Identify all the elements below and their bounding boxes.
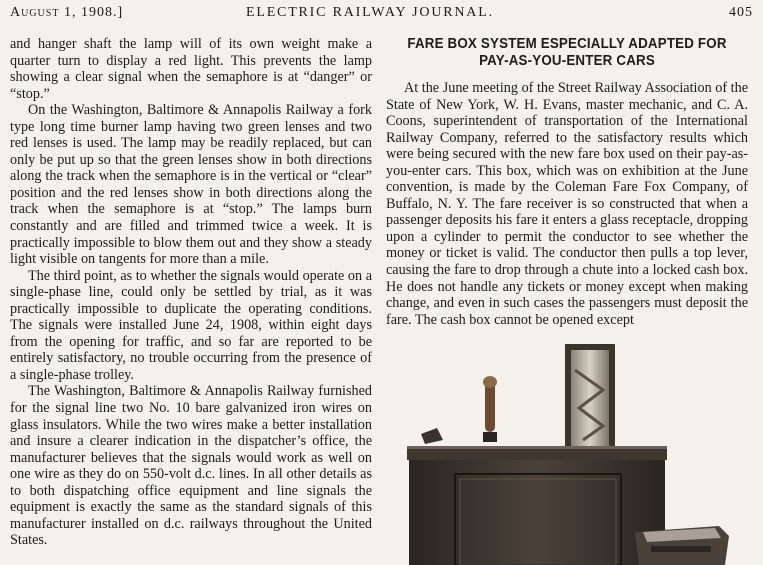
right-column	[386, 36, 748, 328]
left-column	[10, 36, 372, 549]
left-paragraph-1: and hanger shaft the lamp will of its own weight make a quarter turn to display a red light. This prevents the lamp showing a clear signal when the semaphore is at “danger” or “stop.”	[10, 36, 372, 102]
left-paragraph-2: On the Washington, Baltimore & Annapolis Railway a fork type long time burner lamp having two green lenses and two red lenses is used. The lamp may be readily replaced, but can only be put up so that the green lenses show in both directions along the track when the semaphore is in the vertical or “clear” position and the red lenses show in both directions along the track when the semaphore is at “stop.” The lamps burn constantly and are filled and trimmed twice a week. It is practically impossible to blow them out and they show a steady light visible on tangents for more than a mile.	[10, 102, 372, 268]
right-paragraph-1: At the June meeting of the Street Railway Association of the State of New York, W. H. Evans, master mechanic, and C. A. Coons, superintendent of transportation of the International Railway Company, referred to the satisfactory results which were being secured with the new fare box used on their pay-as-you-enter cars. This box, which was on exhibition at the June convention, is made by the Coleman Fare Fox Company, of Buffalo, N. Y. The fare receiver is so constructed that when a passenger deposits his fare it enters a glass receptacle, dropping upon a cylinder to permit the conductor to see whether the money or ticket is valid. The conductor then pulls a top lever, causing the fare to drop through a chute into a locked cash box. He does not handle any tickets or money except when making change, and even in such cases the passengers must deposit the fare. The cash box cannot be opened except	[386, 80, 748, 328]
header-page-number: 405	[729, 5, 753, 20]
left-paragraph-3: The third point, as to whether the signals would operate on a single-phase line, could only be settled by trial, as it was practically impossible to duplicate the operating conditions. The signals were installed June 24, 1908, within eight days from the opening for traffic, and so far are reported to be entirely satisfactory, no trouble occurring from the presence of a single-phase trolley.	[10, 267, 372, 383]
header-date: August 1, 1908.]	[10, 5, 124, 20]
header-journal-title: ELECTRIC RAILWAY JOURNAL.	[246, 5, 494, 20]
article-title: FARE BOX SYSTEM ESPECIALLY ADAPTED FOR PAY-AS-YOU-ENTER CARS	[407, 36, 727, 69]
fare-box-illustration-icon	[403, 340, 733, 565]
running-header	[10, 5, 753, 27]
left-paragraph-4: The Washington, Baltimore & Annapolis Railway furnished for the signal line two No. 10 bare galvanized iron wires on glass insulators. While the two wires make a better installation and insure a clearer indication in the dispatcher’s office, the manufacturer believes that the signals would work as well on one wire as they do on 550-volt d.c. lines. In all other details as to both dispatching office equipment and line signals the equipment is exactly the same as the standard signals of this manufacturer installed on d.c. railways throughout the United States.	[10, 383, 372, 549]
fare-box-illustration	[403, 340, 733, 565]
